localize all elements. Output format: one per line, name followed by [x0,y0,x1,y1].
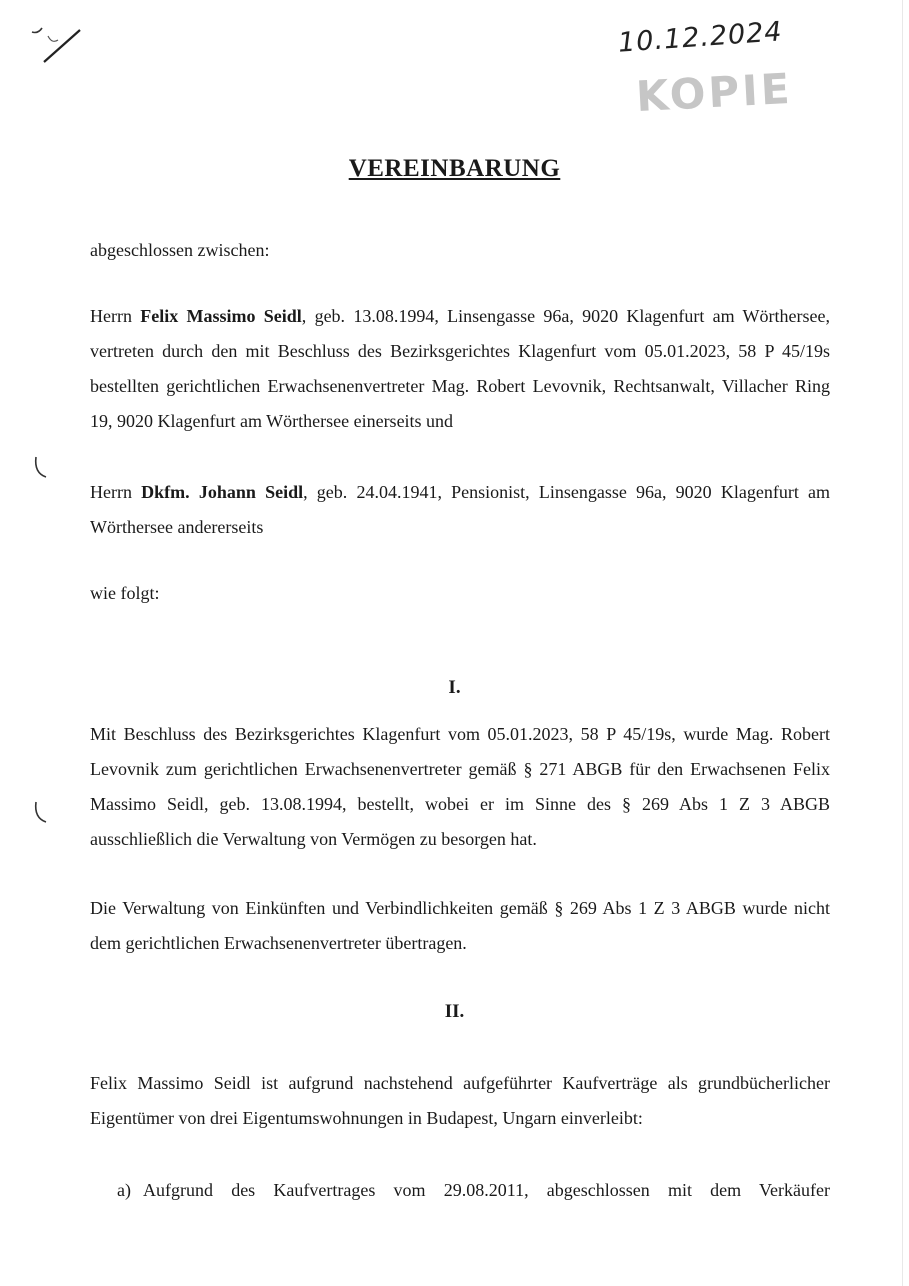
document-title: VEREINBARUNG [348,155,561,182]
party1-details: , geb. 13.08.1994, Linsengasse 96a, 9020 Klagenfurt am Wörthersee, vertreten durch den mit Beschluss des Bezirksgerichtes Klagenfurt vom 05.01.2023, 58 P 45/19s bestellten gerichtlichen Erwachsenenvertreter Mag. Robert Levovnik, Rechtsanwalt, Villacher Ring 19, 9020 Klagenfurt am Wörthersee einerseits und [90,306,830,431]
list-item-marker: a) [117,1180,131,1200]
party2-name: Dkfm. Johann Seidl [141,482,304,502]
handwritten-check-mark [28,22,88,72]
page-edge-shadow [902,0,903,1286]
margin-bracket-mark [30,800,50,826]
party1-paragraph [90,299,830,439]
as-follows-text: wie folgt: [90,583,160,603]
section1-paragraph-2: Die Verwaltung von Einkünften und Verbindlichkeiten gemäß § 269 Abs 1 Z 3 ABGB wurde nicht dem gerichtlichen Erwachsenenvertreter übertragen. [90,898,830,953]
handwritten-date: 10.12.2024 [617,16,784,59]
party1-salutation: Herrn [90,306,141,326]
intro-text: abgeschlossen zwischen: [90,240,270,260]
section-heading-1: I. [448,677,461,698]
margin-bracket-mark [30,455,50,481]
party2-paragraph [90,475,830,545]
party2-salutation: Herrn [90,482,142,502]
party2-details: , geb. 24.04.1941, Pensionist, Linsengasse 96a, 9020 Klagenfurt am Wörthersee andererseits [90,482,830,537]
section1-paragraph-1: Mit Beschluss des Bezirksgerichtes Klagenfurt vom 05.01.2023, 58 P 45/19s, wurde Mag. Robert Levovnik zum gerichtlichen Erwachsenenvertreter gemäß § 271 ABGB für den Erwachsenen Felix Massimo Seidl, geb. 13.08.1994, bestellt, wobei er im Sinne des § 269 Abs 1 Z 3 ABGB ausschließlich die Verwaltung von Vermögen zu besorgen hat. [90,724,830,849]
list-item-a [117,1173,830,1208]
copy-stamp: KOPIE [634,63,794,122]
list-item-text: Aufgrund des Kaufvertrages vom 29.08.2011, abgeschlossen mit dem Verkäufer [143,1180,830,1200]
party1-name: Felix Massimo Seidl [140,306,302,326]
section-heading-2: II. [444,1001,465,1022]
section2-paragraph-1: Felix Massimo Seidl ist aufgrund nachstehend aufgeführter Kaufverträge als grundbücherlicher Eigentümer von drei Eigentumswohnungen in Budapest, Ungarn einverleibt: [90,1073,830,1128]
